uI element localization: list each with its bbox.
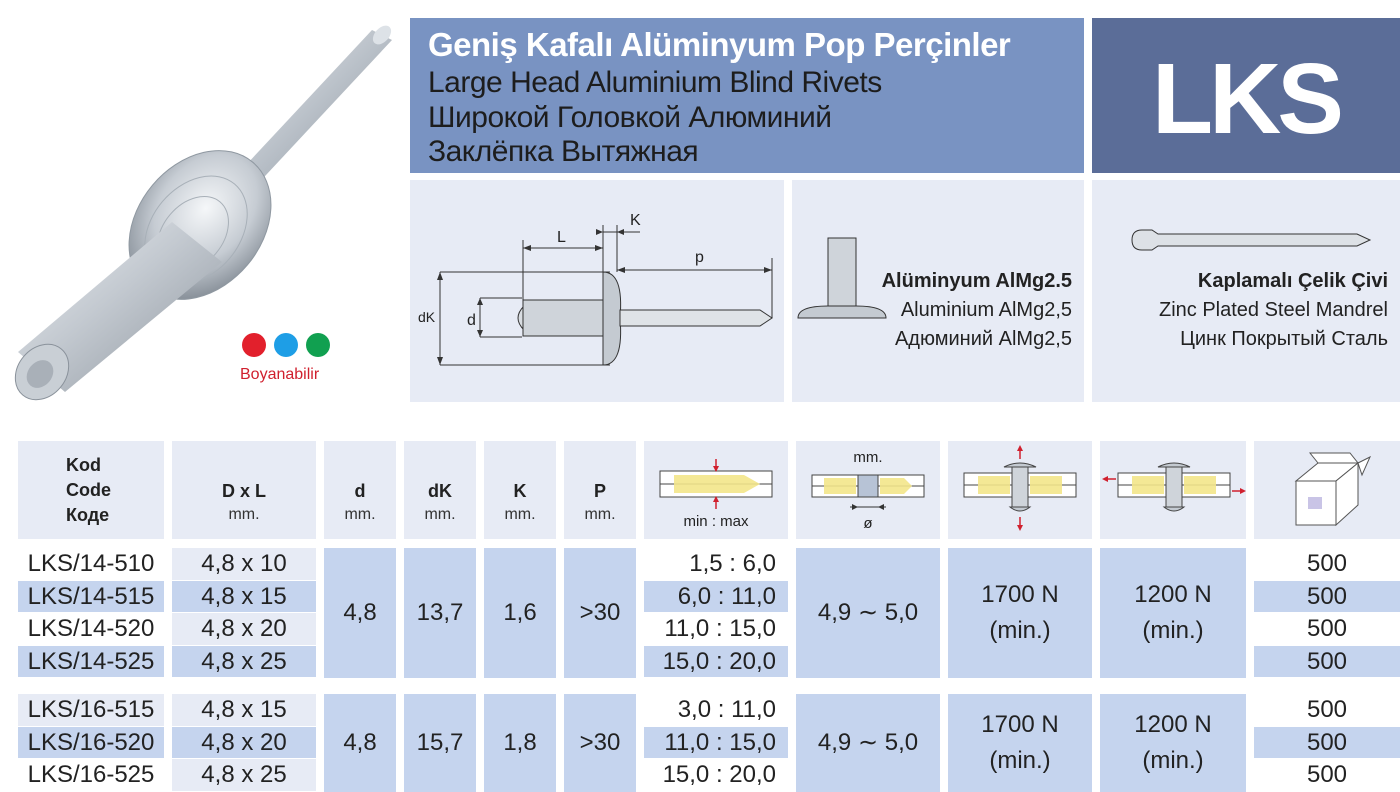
group-k: 1,6 [484,548,556,678]
row-package-qty: 500 [1254,613,1400,645]
paint-color-dots [242,333,330,357]
diagram-label-l: L [557,229,566,246]
row-code: LKS/16-515 [18,694,164,726]
group-tensile-strength [948,548,1092,678]
row-dxl: 4,8 x 10 [172,548,316,580]
row-package-qty: 500 [1254,727,1400,758]
row-package-qty: 500 [1254,759,1400,791]
title-banner [410,18,1084,173]
header-grip-range [644,441,788,539]
product-photo [0,0,400,410]
row-code: LKS/14-520 [18,613,164,645]
row-grip-range: 6,0 : 11,0 [644,581,788,612]
mandrel-panel [1092,180,1400,402]
mandrel-russian: Цинк Покрытый Сталь [1180,328,1388,350]
group-shear-strength [1100,694,1246,792]
header-d-unit: mm. [344,506,376,523]
blue-color-dot [274,333,298,357]
green-color-dot [306,333,330,357]
row-package-qty: 500 [1254,548,1400,580]
header-p [564,441,636,539]
min-label: (min.) [1142,617,1204,644]
group-dk: 15,7 [404,694,476,792]
group-d: 4,8 [324,694,396,792]
row-grip-range: 1,5 : 6,0 [644,548,788,580]
paintable-label: Boyanabilir [240,366,320,383]
material-russian: Адюминий AlMg2,5 [894,328,1072,350]
shear-value: 1200 N [1134,711,1212,738]
mandrel-icon [1092,180,1400,280]
header-dk-unit: mm. [424,506,456,523]
material-turkish: Alüminyum AlMg2.5 [881,270,1072,292]
header-dk-label: dK [428,481,452,501]
row-grip-range: 15,0 : 20,0 [644,646,788,677]
header-d-label: d [354,481,366,501]
group-hole-diameter: 4,9 ∼ 5,0 [796,694,940,792]
shear-value: 1200 N [1134,581,1212,608]
diagram-label-dk: dK [418,309,436,325]
header-p-unit: mm. [584,506,616,523]
header-hole-diameter [796,441,940,539]
dimension-diagram-panel [410,180,784,402]
group-d: 4,8 [324,548,396,678]
group-p: >30 [564,548,636,678]
mandrel-english: Zinc Plated Steel Mandrel [1158,299,1388,321]
grip-range-caption: min : max [683,513,749,530]
row-code: LKS/16-525 [18,759,164,791]
row-dxl: 4,8 x 25 [172,759,316,791]
header-package-qty [1254,441,1400,539]
red-color-dot [242,333,266,357]
tensile-strength-icon [948,441,1092,539]
row-dxl: 4,8 x 15 [172,694,316,726]
header-dk [404,441,476,539]
row-grip-range: 11,0 : 15,0 [644,727,788,758]
header-d [324,441,396,539]
row-grip-range: 15,0 : 20,0 [644,759,788,791]
row-code: LKS/14-510 [18,548,164,580]
diagram-label-k: K [630,212,641,229]
header-dxl-unit: mm. [228,506,260,523]
hole-caption-bottom: ø [863,515,873,532]
header-code-tr: Kod [66,455,101,475]
rivet-photo-icon [0,0,400,410]
min-label: (min.) [1142,747,1204,774]
header-code-en: Code [66,480,111,500]
row-package-qty: 500 [1254,581,1400,612]
min-label: (min.) [989,617,1051,644]
series-code: LKS [1152,43,1340,155]
row-dxl: 4,8 x 20 [172,613,316,645]
row-code: LKS/16-520 [18,727,164,758]
row-grip-range: 3,0 : 11,0 [644,694,788,726]
header-k-unit: mm. [504,506,536,523]
title-turkish: Geniş Kafalı Alüminyum Pop Perçinler [428,26,1011,63]
header-k-label: K [513,481,527,501]
shear-strength-icon [1100,441,1246,539]
header-code [18,441,164,539]
material-panel [792,180,1084,402]
group-dk: 13,7 [404,548,476,678]
row-package-qty: 500 [1254,646,1400,677]
row-package-qty: 500 [1254,694,1400,726]
diagram-label-d: d [467,312,476,329]
row-dxl: 4,8 x 15 [172,581,316,612]
title-english: Large Head Aluminium Blind Rivets [428,66,882,99]
rivet-dimension-diagram [410,180,784,402]
group-tensile-strength [948,694,1092,792]
row-code: LKS/14-525 [18,646,164,677]
box-package-icon [1254,441,1400,539]
group-shear-strength [1100,548,1246,678]
header-dxl-label: D x L [221,481,266,501]
group-hole-diameter: 4,9 ∼ 5,0 [796,548,940,678]
row-code: LKS/14-515 [18,581,164,612]
row-dxl: 4,8 x 20 [172,727,316,758]
mandrel-turkish: Kaplamalı Çelik Çivi [1197,270,1388,292]
group-p: >30 [564,694,636,792]
tensile-value: 1700 N [981,581,1059,608]
hole-caption-top: mm. [853,449,883,466]
header-dxl [172,441,316,539]
header-tensile-strength [948,441,1092,539]
row-grip-range: 11,0 : 15,0 [644,613,788,645]
min-label: (min.) [989,747,1051,774]
material-english: Aluminium AlMg2,5 [900,299,1072,321]
title-russian-1: Широкой Головкой Алюминий [428,101,832,134]
tensile-value: 1700 N [981,711,1059,738]
header-code-ru: Коде [66,505,110,525]
group-k: 1,8 [484,694,556,792]
header-k [484,441,556,539]
series-code-box [1092,18,1400,173]
header-p-label: P [593,481,606,501]
header-shear-strength [1100,441,1246,539]
row-dxl: 4,8 x 25 [172,646,316,677]
diagram-label-p: p [695,249,704,266]
title-russian-2: Заклёпка Вытяжная [428,135,699,168]
